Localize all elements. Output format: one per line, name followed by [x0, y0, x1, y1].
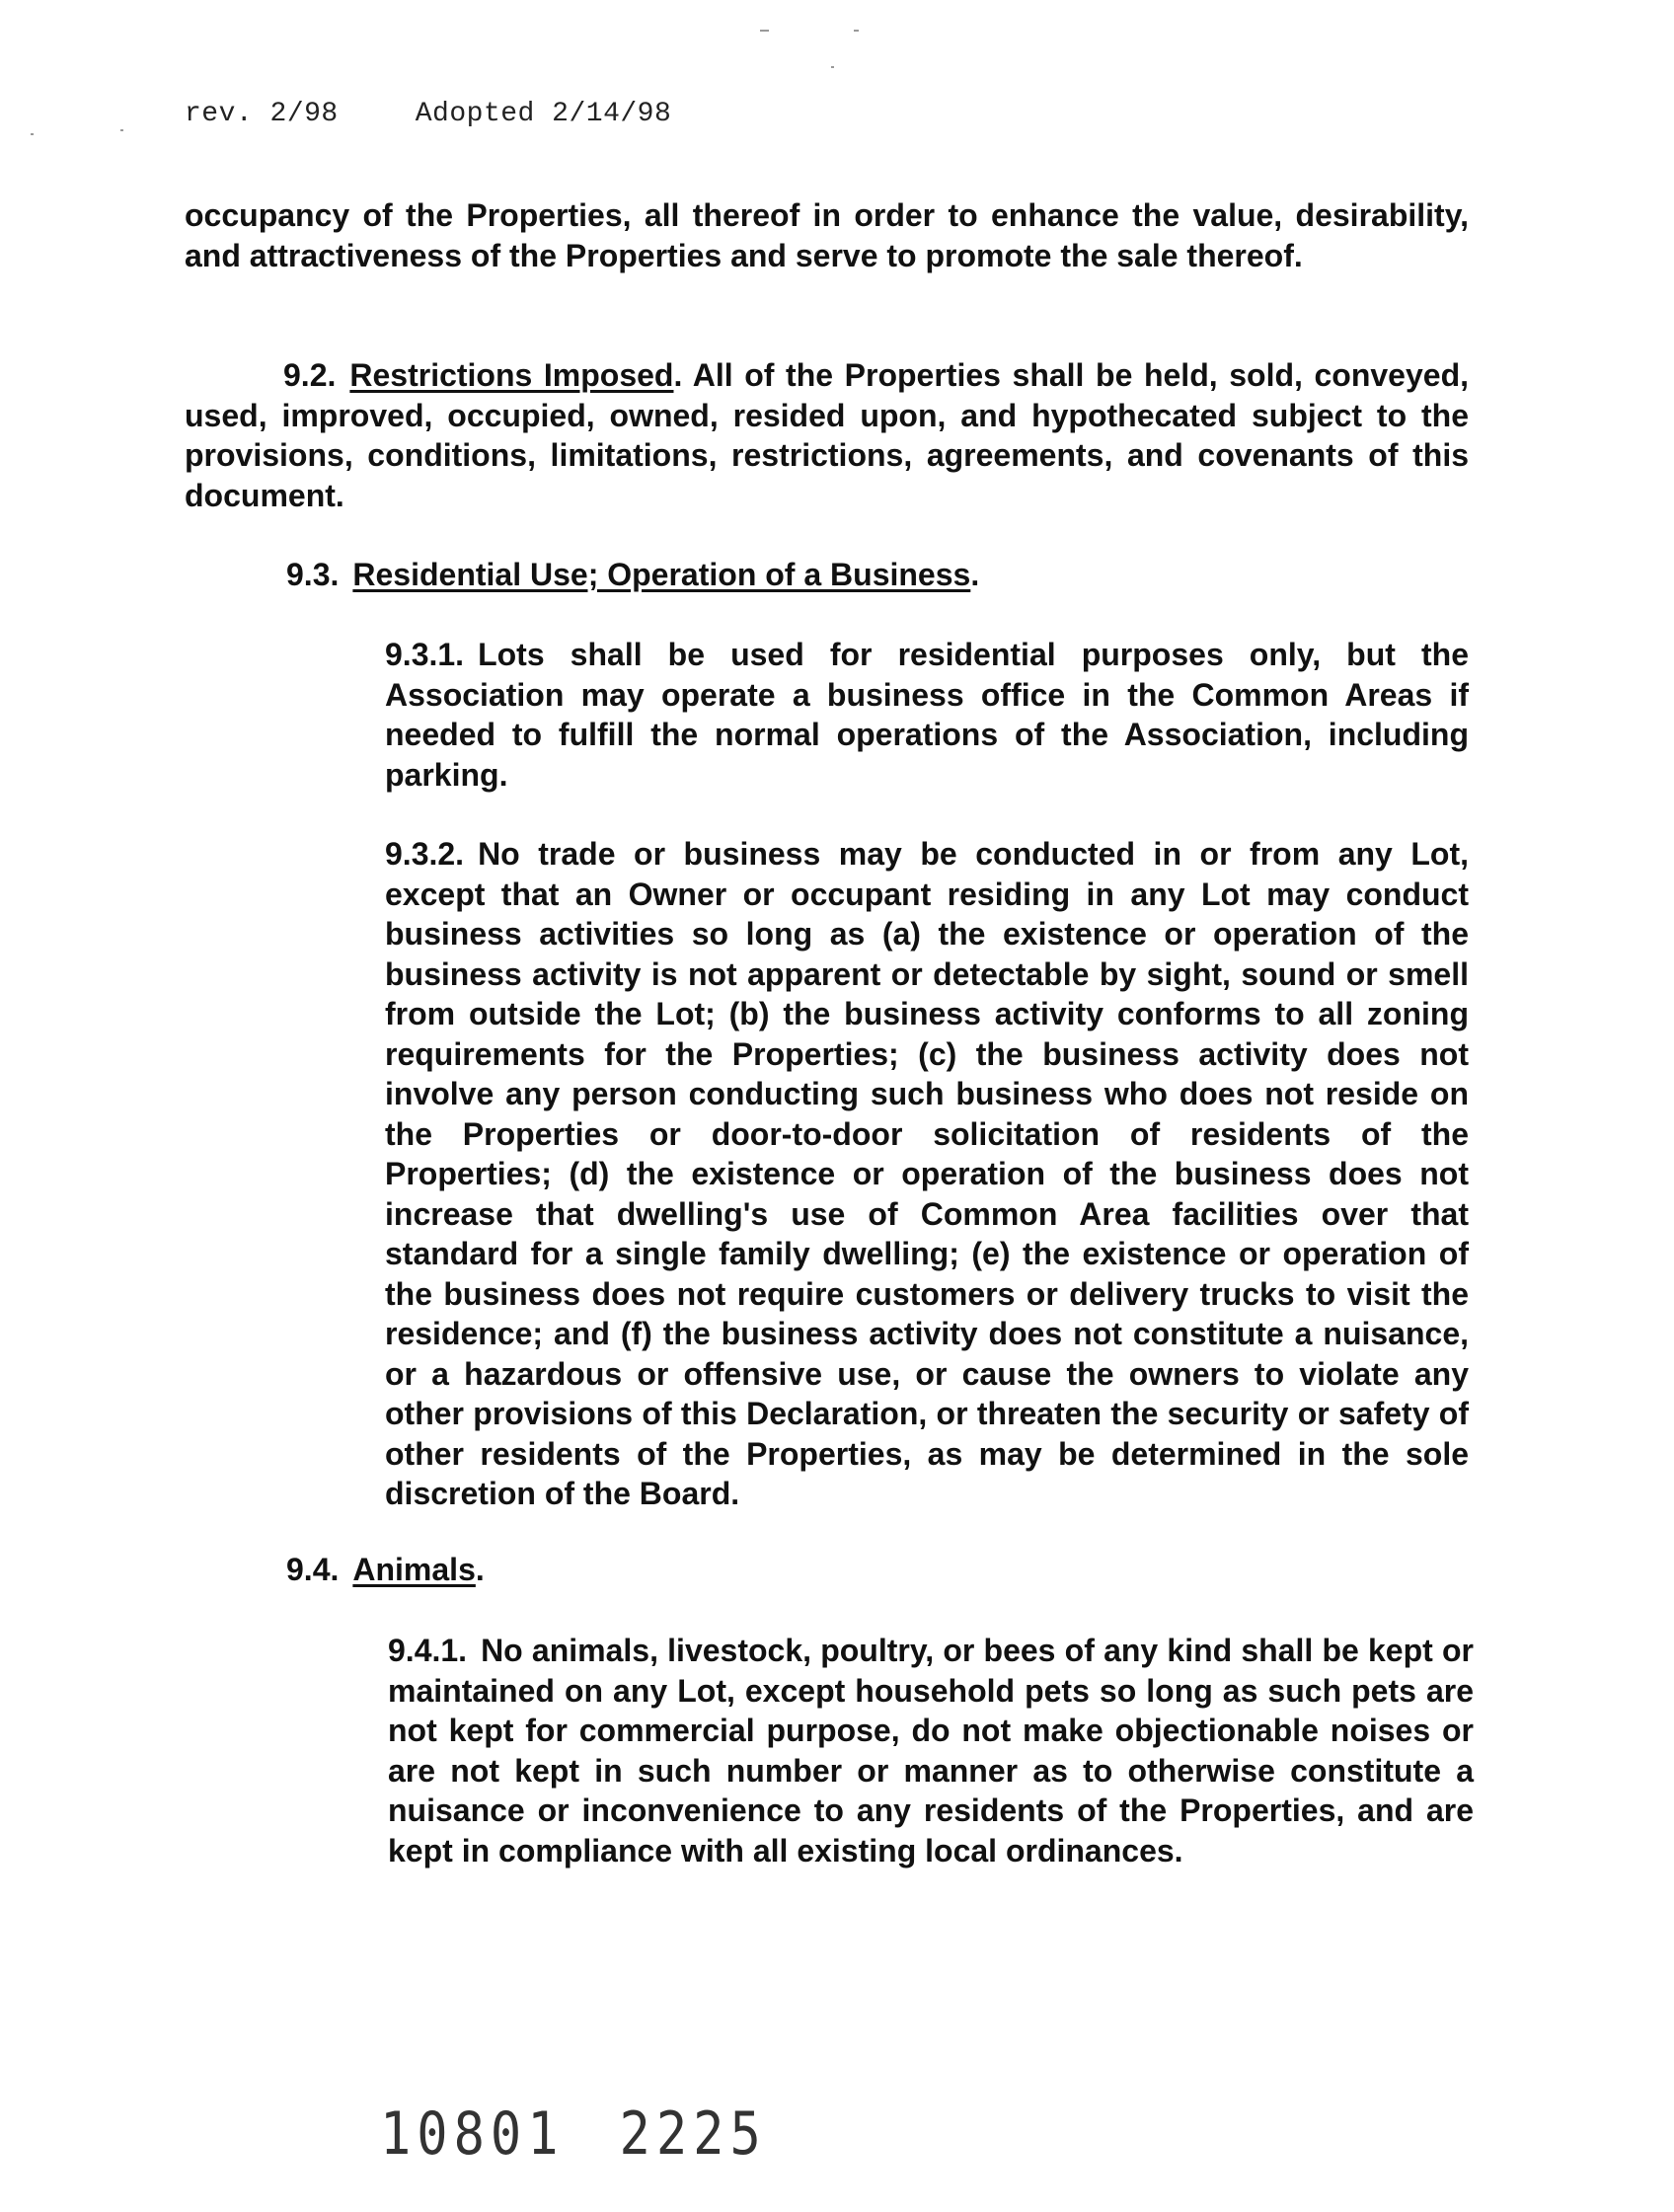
section-9-3-1 [385, 635, 1469, 795]
recording-stamp [380, 2100, 767, 2169]
book-number: 10801 [380, 2100, 565, 2169]
section-text: No trade or business may be conducted in or from any Lot, except that an Owner or occupant residing in any Lot may conduct business activities so long as (a) the existence or operation of the business activity is not apparent or detectable by sight, sound or smell from outside the Lot; (b) the business activity conforms to all zoning requirements for the Properties; (c) the business activity does not involve any person conducting such business who does not reside on the Properties or door-to-door solicitation of residents of the Properties; (d) the existence or operation of the business does not increase that dwelling's use of Common Area facilities over that standard for a single family dwelling; (e) the existence or operation of the business does not require customers or delivery trucks to visit the residence; and (f) the business activity does not constitute a nuisance, or a hazardous or offensive use, or cause the owners to violate any other provisions of this Declaration, or threaten the security or safety of other residents of the Properties, as may be determined in the sole discretion of the Board. [385, 836, 1469, 1511]
page-number: 2225 [619, 2100, 767, 2169]
intro-text: occupancy of the Properties, all thereof in order to enhance the value, desirability, and attractiveness of the Properties and serve to promote the sale thereof. [185, 197, 1469, 273]
section-text: Lots shall be used for residential purposes only, but the Association may operate a business office in the Common Areas if needed to fulfill the normal operations of the Association, including parking. [385, 637, 1469, 793]
section-number: 9.4.1. [388, 1633, 468, 1668]
section-9-3-2 [385, 834, 1469, 1514]
scan-speck [831, 66, 834, 68]
adopted-date: Adopted 2/14/98 [415, 99, 672, 129]
section-title: Restrictions Imposed [349, 357, 674, 393]
section-number: 9.4. [286, 1552, 340, 1587]
scan-speck [854, 30, 859, 32]
section-number: 9.3.1. [385, 637, 465, 672]
section-title: Residential Use; Operation of a Business [352, 557, 971, 592]
intro-paragraph [185, 195, 1469, 275]
section-9-4-heading: 9.4. Animals. [286, 1552, 485, 1587]
section-9-3-heading: 9.3. Residential Use; Operation of a Business. [286, 557, 980, 592]
section-text: All of the Properties shall be held, sold, conveyed, used, improved, occupied, owned, resided upon, and hypothecated subject to the provisions, conditions, limitations, restrictions, agreements, and covenants of this document. [185, 357, 1470, 513]
revision-label: rev. 2/98 [185, 99, 339, 129]
section-number: 9.2. [283, 357, 337, 393]
section-number: 9.3.2. [385, 836, 465, 872]
scan-speck [31, 133, 34, 135]
section-9-4-1 [388, 1631, 1474, 1870]
section-title: Animals [352, 1552, 476, 1587]
section-number: 9.3. [286, 557, 340, 592]
page-header [185, 99, 671, 129]
scan-speck [120, 129, 123, 131]
section-9-2: 9.2. Restrictions Imposed. All of the Properties shall be held, sold, conveyed, used, improved, occupied, owned, resided upon, and hypothecated subject to the provisions, conditions, limitations, restrictions, agreements, and covenants of this document. [185, 357, 1470, 513]
section-text: No animals, livestock, poultry, or bees of any kind shall be kept or maintained on any Lot, except household pets so long as such pets are not kept for commercial purpose, do not make objectionable noises or are not kept in such number or manner as to otherwise constitute a nuisance or inconvenience to any residents of the Properties, and are kept in compliance with all existing local ordinances. [388, 1633, 1474, 1869]
scan-speck [760, 30, 769, 32]
